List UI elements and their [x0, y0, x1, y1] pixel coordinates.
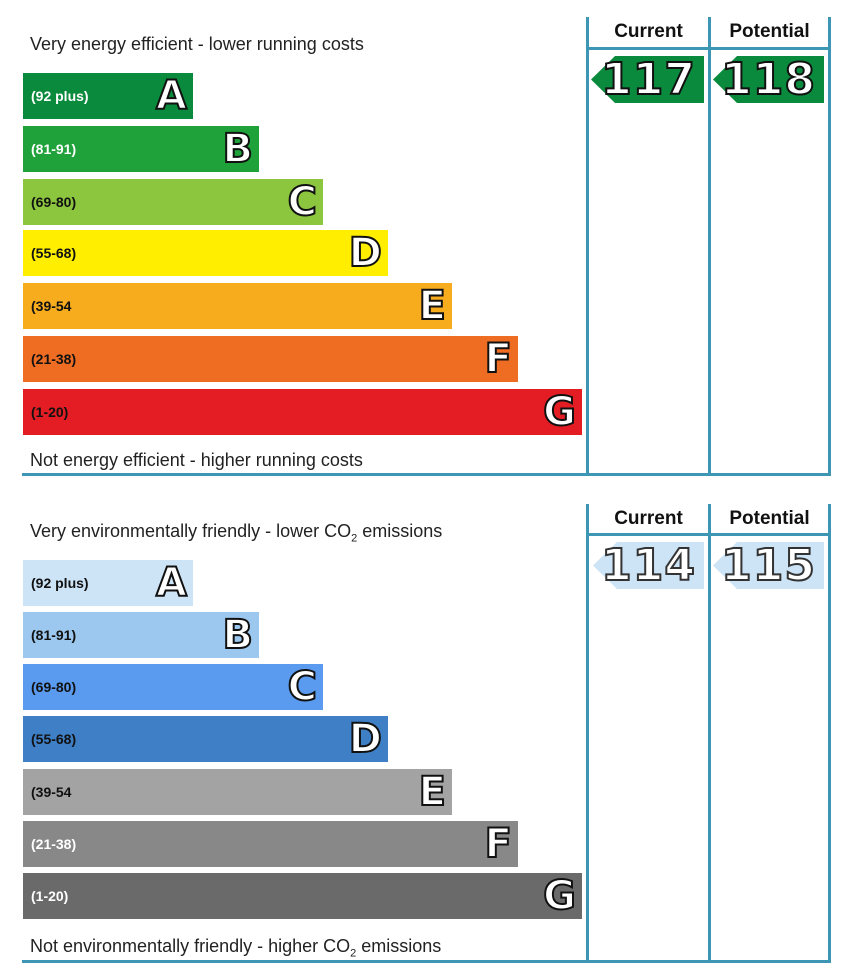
band-range: (21-38) — [31, 836, 77, 852]
column-header-current: Current — [614, 508, 683, 529]
band-letter: A — [156, 560, 187, 606]
band-range: (1-20) — [31, 888, 69, 904]
band-range: (39-54 — [31, 784, 72, 800]
band-g — [23, 873, 582, 919]
band-a — [23, 560, 193, 606]
column-header-potential: Potential — [729, 21, 810, 42]
band-range: (69-80) — [31, 194, 77, 210]
column-header-current: Current — [614, 21, 683, 42]
band-letter: G — [543, 389, 576, 435]
band-range: (81-91) — [31, 141, 77, 157]
frame-bottom — [22, 473, 831, 476]
header-underline — [586, 47, 831, 50]
potential-rating-arrow — [713, 542, 824, 589]
bottom-caption: Not energy efficient - higher running costs — [30, 450, 363, 470]
current-rating-value: 117 — [601, 54, 696, 105]
frame-divider-middle — [708, 17, 711, 476]
band-letter: D — [348, 716, 382, 762]
frame-divider-middle — [708, 504, 711, 963]
band-letter: F — [484, 821, 512, 867]
band-range: (81-91) — [31, 627, 77, 643]
band-range: (92 plus) — [31, 575, 89, 591]
top-caption: Very energy efficient - lower running costs — [30, 34, 364, 54]
band-b — [23, 126, 259, 172]
band-b — [23, 612, 259, 658]
frame-divider-left — [586, 504, 589, 963]
band-range: (21-38) — [31, 351, 77, 367]
bottom-caption-subscript: 2 — [350, 947, 357, 960]
potential-rating-arrow — [713, 56, 824, 103]
band-range: (55-68) — [31, 731, 77, 747]
band-letter: D — [348, 230, 382, 276]
band-d — [23, 716, 388, 762]
band-range: (55-68) — [31, 245, 77, 261]
current-rating-value: 114 — [601, 540, 696, 591]
band-c — [23, 179, 323, 225]
bottom-caption-tail: emissions — [356, 936, 442, 956]
band-f — [23, 336, 518, 382]
top-caption-subscript: 2 — [351, 532, 358, 545]
potential-rating-value: 118 — [721, 54, 816, 105]
current-rating-arrow — [593, 542, 704, 589]
top-caption-text: Very environmentally friendly - lower CO — [30, 521, 352, 541]
band-letter: E — [418, 769, 446, 815]
top-caption-tail: emissions — [357, 521, 443, 541]
band-letter: G — [543, 873, 576, 919]
band-range: (1-20) — [31, 404, 69, 420]
band-letter: F — [484, 336, 512, 382]
current-rating-arrow — [591, 56, 704, 103]
band-e — [23, 769, 452, 815]
potential-rating-value: 115 — [721, 540, 816, 591]
band-letter: B — [222, 126, 253, 172]
frame-divider-left — [586, 17, 589, 476]
band-d — [23, 230, 388, 276]
frame-divider-right — [828, 504, 831, 963]
band-range: (92 plus) — [31, 88, 89, 104]
band-letter: E — [418, 283, 446, 329]
column-header-potential: Potential — [729, 508, 810, 529]
environmental-impact-chart — [0, 487, 850, 967]
frame-bottom — [22, 960, 831, 963]
bottom-caption — [30, 936, 441, 960]
band-a — [23, 73, 193, 119]
band-range: (69-80) — [31, 679, 77, 695]
energy-efficiency-chart — [0, 0, 850, 480]
top-caption — [30, 521, 442, 545]
frame-divider-right — [828, 17, 831, 476]
band-e — [23, 283, 452, 329]
band-letter: C — [287, 664, 317, 710]
bottom-caption-text: Not environmentally friendly - higher CO — [30, 936, 351, 956]
band-range: (39-54 — [31, 298, 72, 314]
band-letter: A — [156, 73, 187, 119]
header-underline — [586, 533, 831, 536]
band-letter: C — [287, 179, 317, 225]
band-letter: B — [222, 612, 253, 658]
band-c — [23, 664, 323, 710]
band-f — [23, 821, 518, 867]
band-g — [23, 389, 582, 435]
